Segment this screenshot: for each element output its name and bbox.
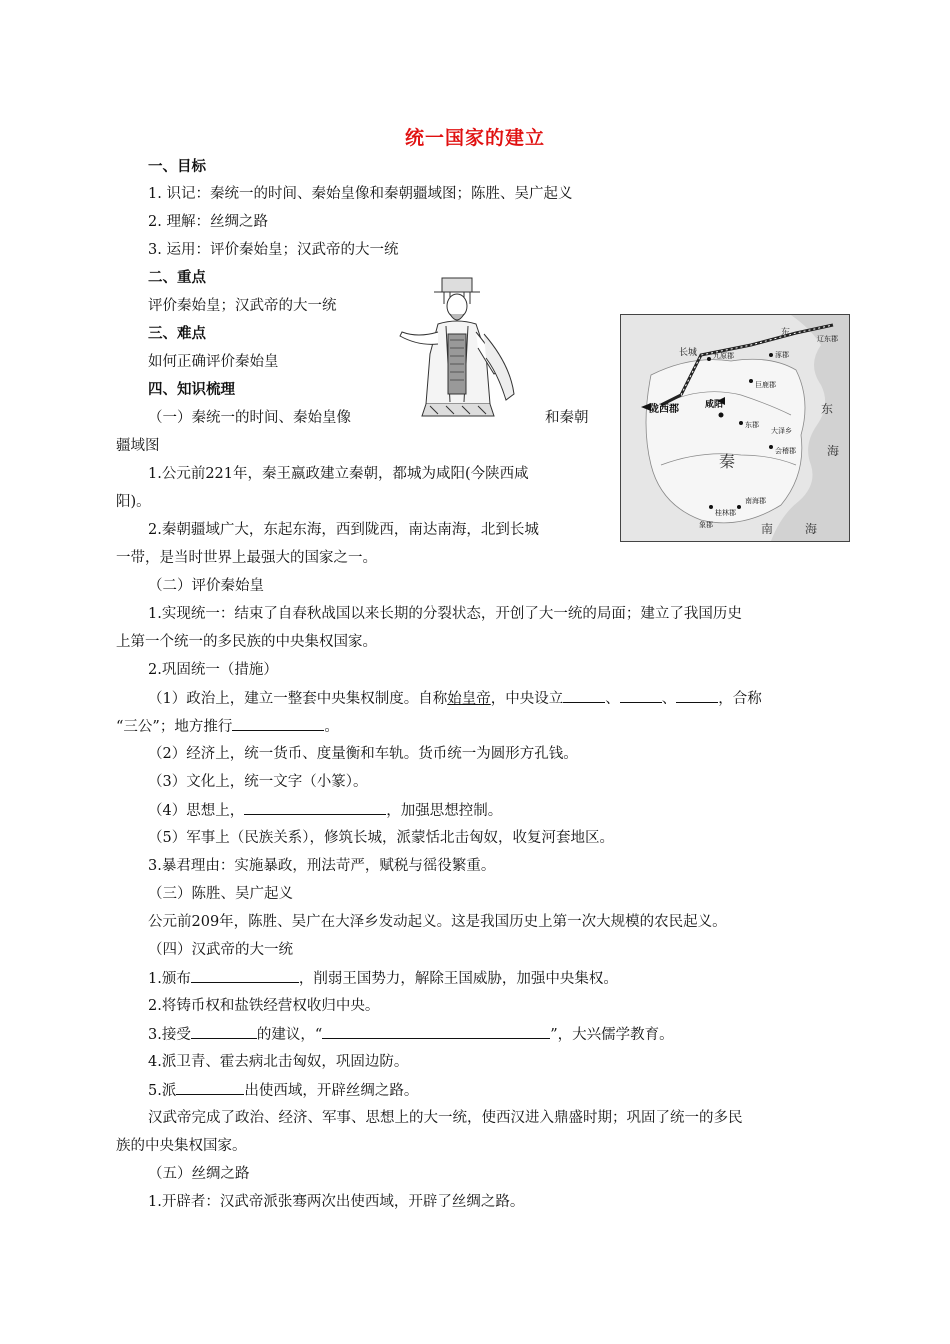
map-label-liaodong: 辽东郡 [817,335,838,343]
p4-line-2: 2.将铸币权和盐铁经营权收归中央。 [148,998,380,1014]
sub-heading-1a: （一）秦统一的时间、秦始皇像 [148,410,351,426]
map-label-nan: 南 [761,522,774,536]
p5-line-1: 1.开辟者：汉武帝派张骞两次出使西域，开辟了丝绸之路。 [148,1194,525,1210]
goal-item-1: 1. 识记：秦统一的时间、秦始皇像和秦朝疆域图；陈胜、吴广起义 [148,186,573,202]
fill-blank[interactable] [676,688,718,703]
map-label-dong-top: 东 [781,328,791,338]
map-label-hai2: 海 [805,522,818,536]
map-label-jiuyuan: 九原郡 [713,352,734,360]
map-label-changcheng: 长城 [679,348,698,358]
p1-line-2a: 2.秦朝疆域广大，东起东海，西到陇西，南达南海，北到长城 [148,522,539,538]
page-title: 统一国家的建立 [404,127,545,149]
p2-line-7: （5）军事上（民族关系），修筑长城，派蒙恬北击匈奴，收复河套地区。 [148,830,614,846]
map-label-julu: 巨鹿郡 [755,381,776,389]
sub-heading-4: （四）汉武帝的大一统 [148,942,293,958]
p4-line-6a: 汉武帝完成了政治、经济、军事、思想上的大一统，使西汉进入鼎盛时期；巩固了统一的多民 [148,1110,743,1126]
section-heading-goals: 一、目标 [148,158,206,175]
fill-blank[interactable] [244,800,386,815]
map-label-xianyang: 咸阳 [705,400,724,410]
p2-line-5: （3）文化上，统一文字（小篆）。 [148,774,368,790]
qin-shihuang-portrait [398,274,533,422]
map-label-kuaiji: 会稽郡 [775,447,796,455]
map-label-longxi: 陇西郡 [649,404,679,415]
p2-line-8: 3.暴君理由：实施暴政，刑法苛严，赋税与徭役繁重。 [148,858,496,874]
sub-heading-5: （五）丝绸之路 [148,1166,250,1182]
map-label-zhuojun: 涿郡 [775,351,789,359]
p1-line-2b: 一带，是当时世界上最强大的国家之一。 [116,550,377,566]
map-label-xiang: 象郡 [699,521,713,529]
p4-line-3: 3.接受 的建议，“ ”，大兴儒学教育。 [148,1024,674,1045]
p2-line-1a: 1.实现统一：结束了自春秋战国以来长期的分裂状态，开创了大一统的局面；建立了我国历史 [148,606,742,622]
goal-item-2: 2. 理解：丝绸之路 [148,214,268,230]
p2-line-1b: 上第一个统一的多民族的中央集权国家。 [116,634,377,650]
sub-heading-3: （三）陈胜、吴广起义 [148,886,293,902]
qin-territory-map [620,314,850,542]
p4-line-4: 4.派卫青、霍去病北击匈奴，巩固边防。 [148,1054,409,1070]
section-heading-difficulty: 三、难点 [148,325,206,342]
map-label-dong: 东 [821,402,834,416]
map-label-dongjun: 东郡 [745,421,759,429]
p2-line-2: 2.巩固统一（措施） [148,662,278,678]
map-label-qin: 秦 [719,452,736,471]
fill-blank[interactable] [191,968,299,983]
section-heading-knowledge: 四、知识梳理 [148,381,235,398]
p2-line-3d: “三公”；地方推行 。 [116,716,339,737]
key-point-text: 评价秦始皇；汉武帝的大一统 [148,298,337,314]
p2-line-4: （2）经济上，统一货币、度量衡和车轨。货币统一为圆形方孔钱。 [148,746,578,762]
fill-blank[interactable] [232,716,324,731]
p1-line-1b: 阳)。 [116,494,151,510]
section-heading-key: 二、重点 [148,269,206,286]
p4-line-5: 5.派 出使西域，开辟丝绸之路。 [148,1080,418,1101]
sub-heading-2: （二）评价秦始皇 [148,578,264,594]
p2-line-3: （1）政治上，建立一整套中央集权制度。自称始皇帝，中央设立 、 、 ，合称 [148,688,762,709]
p2-line-6: （4）思想上， ，加强思想控制。 [148,800,502,821]
fill-blank[interactable] [563,688,605,703]
fill-blank[interactable] [322,1024,550,1039]
map-label-dazexiang: 大泽乡 [771,427,792,435]
difficulty-text: 如何正确评价秦始皇 [148,354,279,370]
goal-item-3: 3. 运用：评价秦始皇；汉武帝的大一统 [148,242,399,258]
sub-heading-1b: 和秦朝 [545,410,589,426]
p4-line-1: 1.颁布 ，削弱王国势力，解除王国威胁，加强中央集权。 [148,968,618,989]
fill-blank[interactable] [191,1024,257,1039]
p4-line-6b: 族的中央集权国家。 [116,1138,247,1154]
p3-line-1: 公元前209年，陈胜、吴广在大泽乡发动起义。这是我国历史上第一次大规模的农民起义。 [148,914,727,930]
fill-blank[interactable] [176,1080,244,1095]
shihuangdi-term: 始皇帝 [447,691,491,707]
fill-blank[interactable] [620,688,662,703]
map-label-hai: 海 [827,444,840,458]
map-label-nanhai-jun: 南海郡 [745,497,766,505]
map-label-guilin: 桂林郡 [715,509,736,517]
p1-line-1a: 1.公元前221年，秦王嬴政建立秦朝，都城为咸阳(今陕西咸 [148,466,529,482]
sub-heading-1c: 疆域图 [116,438,160,454]
